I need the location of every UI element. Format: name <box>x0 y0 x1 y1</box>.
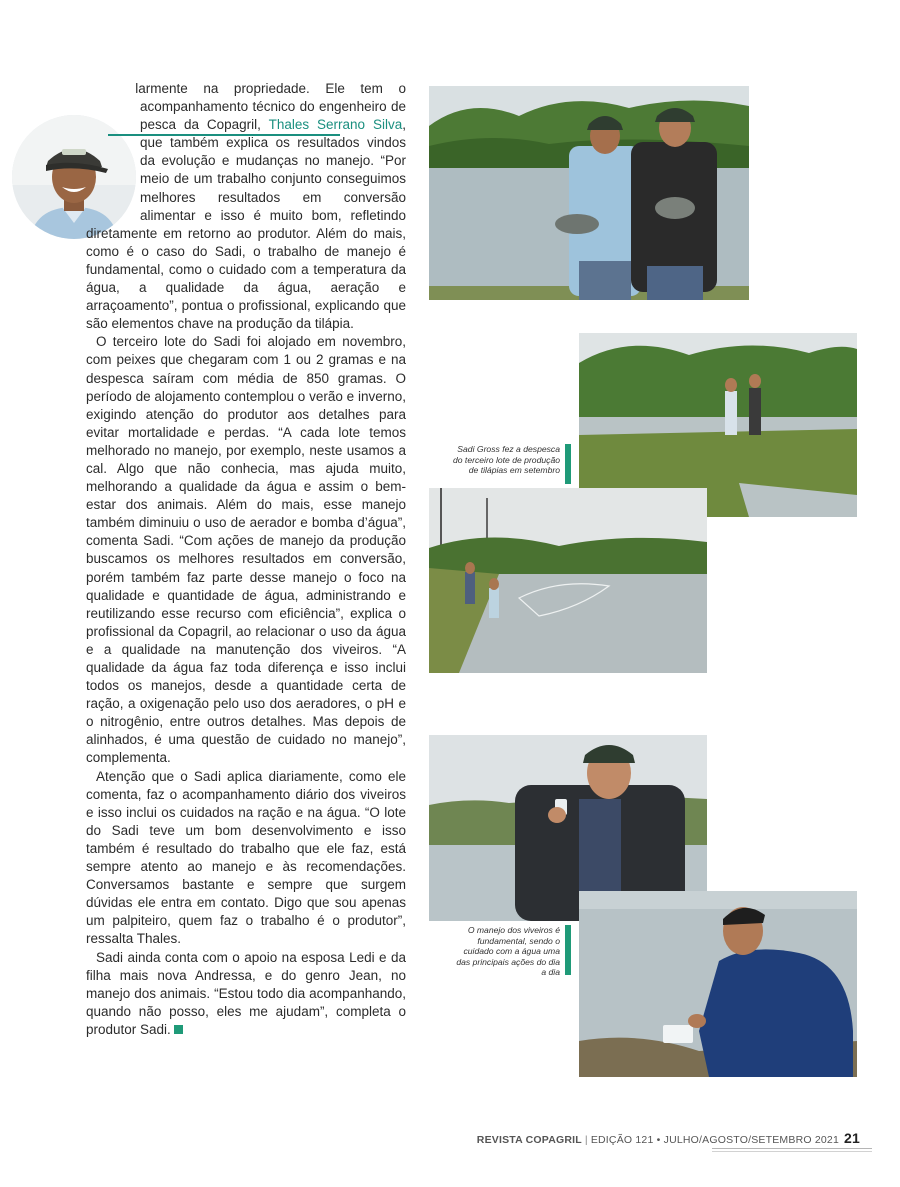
footer-rule <box>712 1148 872 1149</box>
article-body <box>86 80 406 1039</box>
footer-edition: EDIÇÃO 121 • JULHO/AGOSTO/SETEMBRO 2021 <box>590 1134 840 1146</box>
article-paragraph-1: larmente na propriedade. Ele tem o acompanhamento técnico do engenheiro de pesca da Copagril, Thales Serrano Silva, que também explica os resultados vindos da evolução e mudanças no manejo. “Por meio de um trabalho conjunto conseguimos melhores resultados em conversão alimentar e isso é muito bom, refletindo diretamente em retorno ao produtor. Além do mais, como é o caso do Sadi, o trabalho de manejo é fundamental, como o cuidado com a temperatura da água, a qualidade da água, aeração e arraçoamento”, pontua o profissional, explicando que são elementos chave na produção da tilápia. <box>86 81 407 332</box>
article-paragraph-3: Atenção que o Sadi aplica diariamente, como ele comenta, faz o acompanhamento diário dos viveiros e isso inclui os cuidados na ração e na água. “O lote do Sadi teve um bom desenvolvimento e isso também é resultado do trabalho que ele faz, está sempre atento ao manejo e às recomendações. Conversamos bastante e sempre que surgem dúvidas ele entra em contato. Digo que sou apenas um palpiteiro, quem faz o trabalho é o produtor”, ressalta Thales. <box>86 768 406 947</box>
photo-men-holding-tilapia <box>429 86 749 300</box>
footer-magazine-name: REVISTA COPAGRIL <box>476 1134 582 1146</box>
end-of-article-mark <box>174 1025 183 1034</box>
photo-casting-net <box>429 488 707 673</box>
caption-harvest: Sadi Gross fez a despesca do terceiro lote de produção de tilápias em setembro <box>452 444 560 475</box>
footer-separator: | <box>584 1134 588 1146</box>
page-number: 21 <box>844 1130 860 1146</box>
engineer-name: Thales Serrano Silva <box>268 117 403 133</box>
footer-rule-secondary <box>712 1151 872 1152</box>
caption-harvest-bar <box>565 444 571 484</box>
page-footer <box>477 1130 860 1146</box>
article-paragraph-4: Sadi ainda conta com o apoio na esposa Ledi e da filha mais nova Andressa, e do genro Jean, no manejo dos animais. “Estou todo dia acompanhando, quando não posso, eles me ajudam”, completa o produtor Sadi. <box>86 949 406 1037</box>
photo-water-testing <box>579 891 857 1077</box>
caption-management: O manejo dos viveiros é fundamental, sendo o cuidado com a água uma das principais ações do dia a dia <box>456 925 560 977</box>
caption-management-bar <box>565 925 571 975</box>
article-paragraph-2: O terceiro lote do Sadi foi alojado em novembro, com peixes que chegaram com 1 ou 2 gramas e na despesca saíram com média de 850 gramas. O período de alojamento contemplou o verão e inverno, exigindo atenção do produtor aos detalhes para evitar mortalidade e perdas. “A cada lote temos melhorado no manejo, por exemplo, neste usamos a cal. Algo que não conhecia, mas ajuda muito, melhorando a qualidade da água e assim o bem-estar dos animais. Além do mais, esse manejo também diminuiu o uso de aerador e bomba d’água”, comenta Sadi. “Com ações de manejo da produção buscamos os melhores resultados em conversão, porém também faz parte desse manejo o foco na qualidade e quantidade de água, administrando e reutilizando esse recurso com eficiência”, explica o profissional da Copagril, ao relacionar o uso da água e a qualidade na manutenção dos viveiros. “A qualidade da água faz toda diferença e isso inclui todos os manejos, desde a quantidade certa de ração, a oxigenação pelo uso dos aeradores, o pH e o nitrogênio, entre outros detalhes. Mas depois de alinhados, é uma questão de cuidado no manejo”, complementa. <box>86 334 406 766</box>
portrait-text-wrap <box>24 80 140 230</box>
